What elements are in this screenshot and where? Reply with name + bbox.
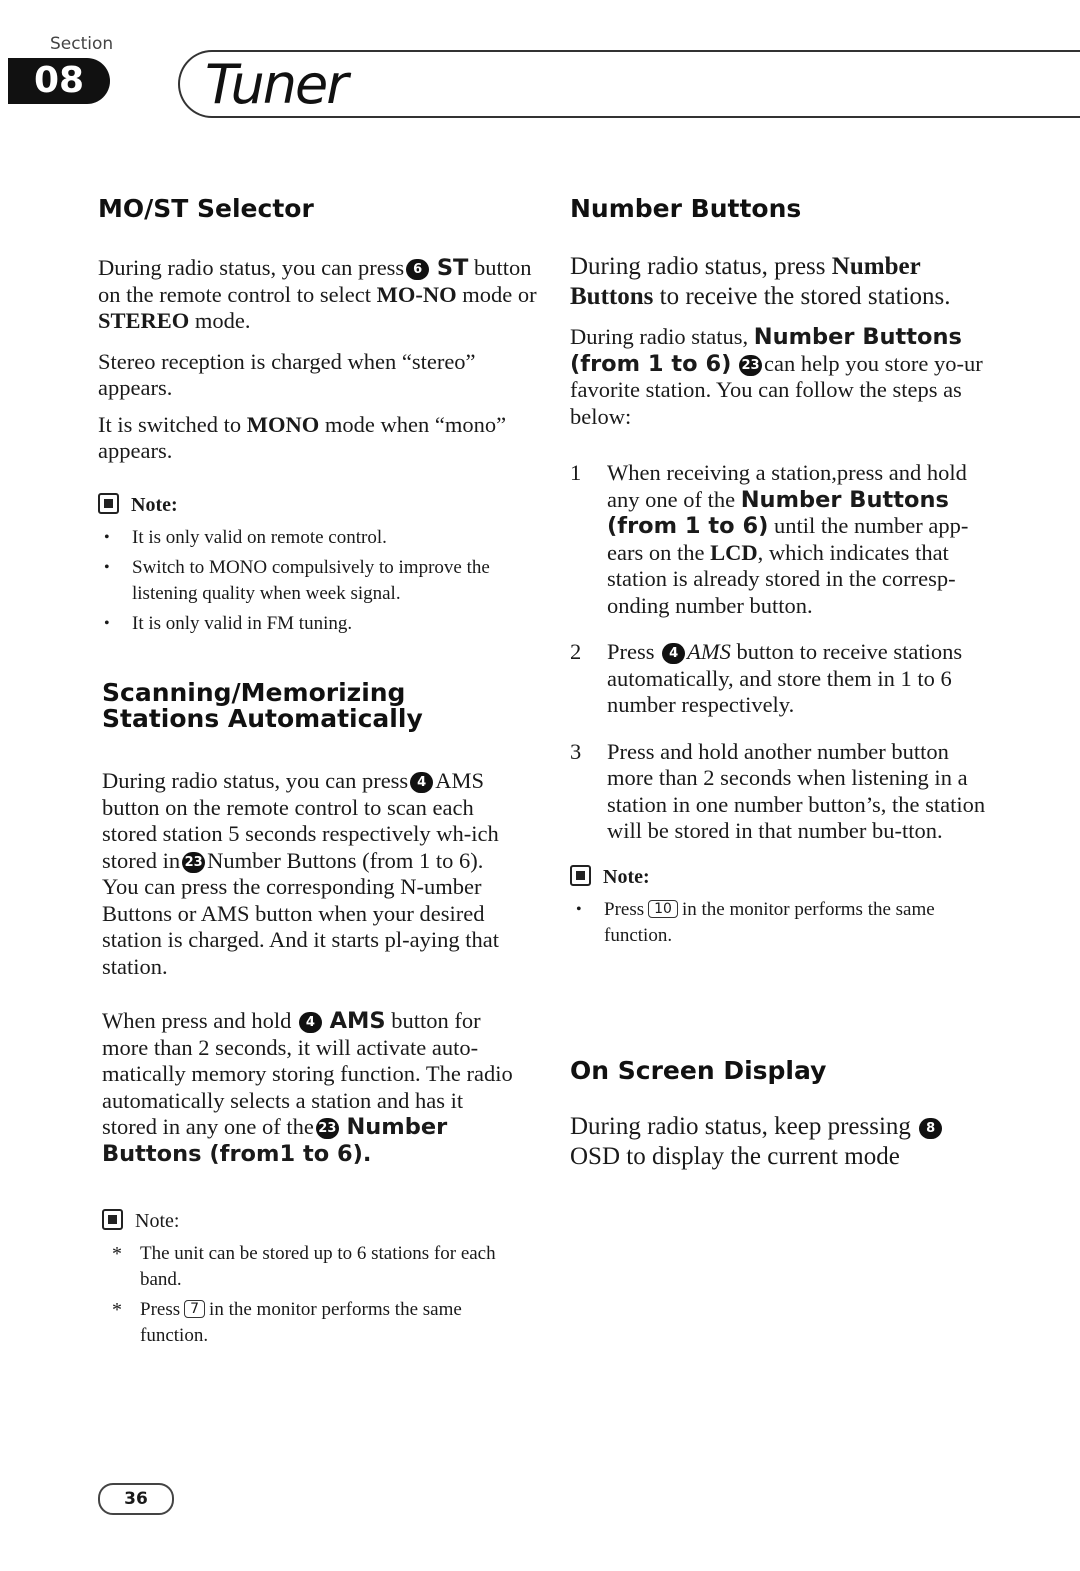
osd-section bbox=[570, 1058, 990, 1172]
number-buttons-section bbox=[570, 196, 990, 953]
osd-paragraph: During radio status, keep pressing 8 OSD to display the current mode bbox=[570, 1112, 990, 1172]
number-buttons-note: Note: • Press 10 in the monitor performs the same function. bbox=[570, 865, 990, 949]
note-icon bbox=[98, 493, 119, 514]
button-8-badge: 8 bbox=[919, 1118, 942, 1139]
button-6-badge: 6 bbox=[406, 259, 429, 280]
scan-section bbox=[102, 680, 522, 1353]
step-item: 3 Press and hold another number button more than 2 seconds when listening in a station in one number button’s, the station will be stored in that number bu-tton. bbox=[570, 738, 986, 843]
mo-st-section bbox=[98, 196, 538, 641]
note-item: • It is only valid on remote control. bbox=[98, 525, 538, 551]
note-icon bbox=[570, 865, 591, 886]
mo-st-heading: MO/ST Selector bbox=[98, 194, 314, 223]
osd-heading: On Screen Display bbox=[570, 1056, 827, 1085]
button-23-badge: 23 bbox=[182, 852, 205, 873]
scan-paragraph-1: During radio status, you can press 4 AMS button on the remote control to scan each stored station 5 seconds respectively wh-ich stored in 23 Number Buttons (from 1 to 6). You can press the corresponding N-umber Buttons or AMS button when your desired station is charged. And it starts pl-aying that station. bbox=[102, 768, 500, 979]
mo-st-paragraph-1: During radio status, you can press 6 ST button on the remote control to select MO-NO mode or STEREO mode. bbox=[98, 255, 537, 333]
mo-st-paragraph-2: Stereo reception is charged when “stereo” appears. bbox=[98, 348, 476, 400]
number-buttons-heading: Number Buttons bbox=[570, 194, 802, 223]
scan-heading: Scanning/Memorizing Stations Automatically bbox=[102, 678, 423, 733]
button-4-badge: 4 bbox=[299, 1012, 322, 1033]
mo-st-note: Note: • It is only valid on remote control. • Switch to MONO compulsively to improve the listening quality when week signal. • It is only valid in FM tuning. bbox=[98, 493, 538, 637]
button-4-badge: 4 bbox=[662, 643, 685, 664]
section-label: Section bbox=[50, 34, 114, 54]
key-7-icon: 7 bbox=[184, 1300, 205, 1318]
step-item: 2 Press 4 AMS button to receive stations automatically, and store them in 1 to 6 number respectively. bbox=[570, 639, 963, 717]
mo-st-paragraph-3: It is switched to MONO mode when “mono” appears. bbox=[98, 411, 507, 463]
note-item: • Switch to MONO compulsively to improve the listening quality when week signal. bbox=[98, 555, 538, 607]
note-item: * Press 7 in the monitor performs the same function. bbox=[106, 1297, 522, 1349]
page-number: 36 bbox=[98, 1483, 174, 1515]
number-buttons-paragraph-1: During radio status, press Number Buttons to receive the stored stations. bbox=[570, 253, 951, 310]
button-23-badge: 23 bbox=[739, 355, 762, 376]
button-4-badge: 4 bbox=[410, 772, 433, 793]
key-10-icon: 10 bbox=[648, 900, 678, 918]
number-buttons-paragraph-2: During radio status, Number Buttons (from 1 to 6) 23 can help you store yo-ur favorite station. You can follow the steps as below: bbox=[570, 324, 983, 429]
st-button-label: ST bbox=[436, 255, 469, 281]
note-icon bbox=[102, 1209, 123, 1230]
scan-note: Note: * The unit can be stored up to 6 stations for each band. * Press 7 in the monitor performs the same function. bbox=[102, 1209, 522, 1349]
note-item: * The unit can be stored up to 6 stations for each band. bbox=[106, 1241, 522, 1293]
section-number-badge: 08 bbox=[8, 58, 110, 104]
button-23-badge: 23 bbox=[316, 1118, 339, 1139]
scan-paragraph-2: When press and hold 4 AMS button for more than 2 seconds, it will activate auto-matically memory storing function. The radio automatically selects a station and has it stored in any one of the 23 Number Buttons (from1 to 6). bbox=[102, 1008, 513, 1167]
step-item: 1 When receiving a station,press and hold any one of the Number Buttons (from 1 to 6) until the number app-ears on the LCD, which indicates that station is already stored in the corresp-onding number button. bbox=[570, 460, 969, 618]
note-item: • Press 10 in the monitor performs the same function. bbox=[570, 897, 990, 949]
note-item: • It is only valid in FM tuning. bbox=[98, 611, 538, 637]
steps-list bbox=[570, 460, 990, 845]
page-title: Tuner bbox=[205, 53, 347, 116]
